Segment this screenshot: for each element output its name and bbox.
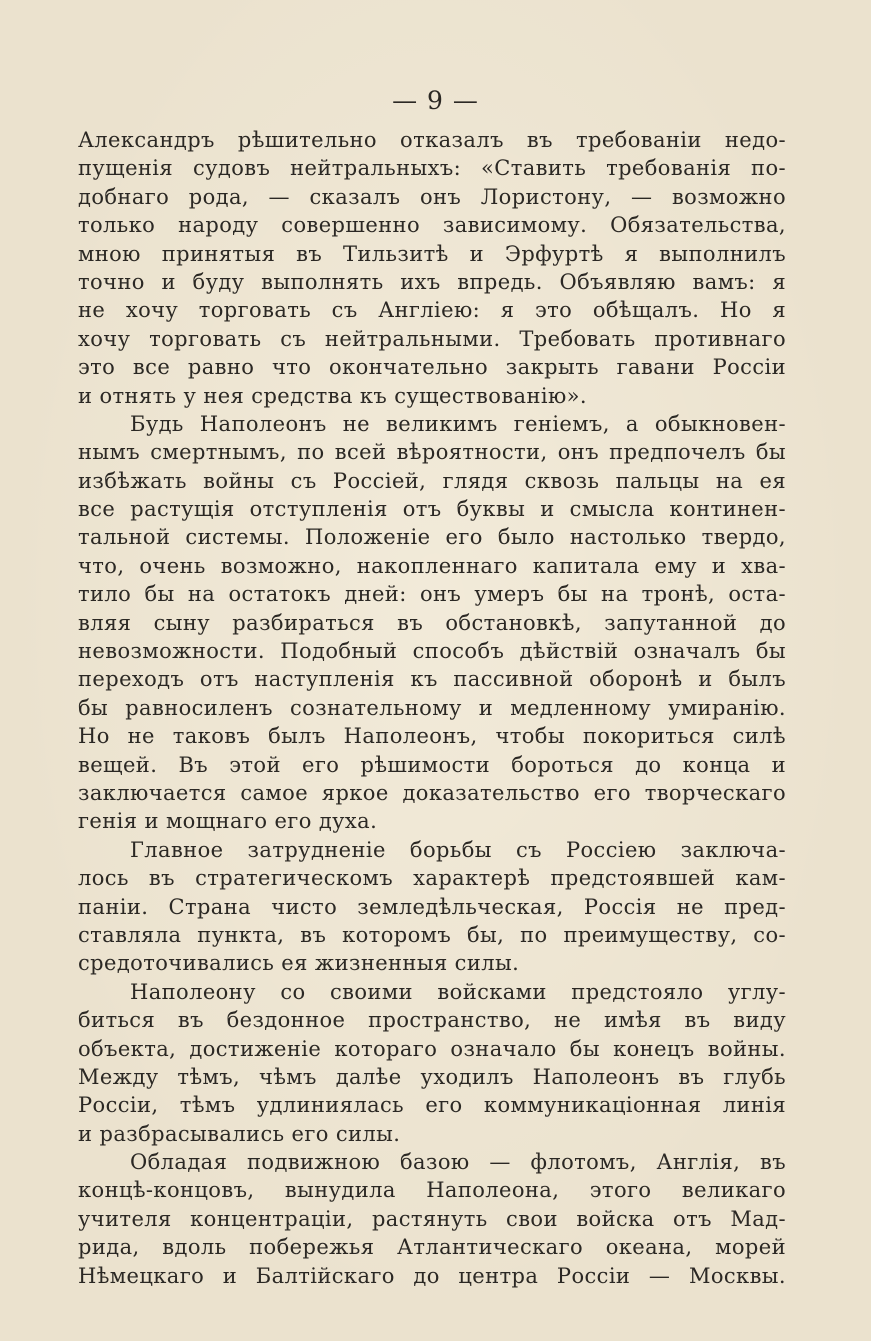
text-line: хочу торговать съ нейтральными. Требовать противнаго <box>78 326 786 351</box>
text-line: биться въ бездонное пространство, не имѣя въ виду <box>78 1008 786 1033</box>
text-line: ставляла пункта, въ которомъ бы, по преимуществу, со- <box>78 922 786 947</box>
text-line: точно и буду выполнять ихъ впредь. Объявляю вамъ: я <box>78 269 786 294</box>
text-line: лось въ стратегическомъ характерѣ предстоявшей кам- <box>78 866 786 891</box>
text-line: что, очень возможно, накопленнаго капитала ему и хва- <box>78 553 786 578</box>
text-line: избѣжать войны съ Россіей, глядя сквозь пальцы на ея <box>78 468 786 493</box>
text-line: Россіи, тѣмъ удлиниялась его коммуникаціонная линія <box>78 1093 786 1118</box>
text-line: Александръ рѣшительно отказалъ въ требованіи недо- <box>78 128 786 152</box>
text-line: Обладая подвижною базою — флотомъ, Англія, въ <box>130 1150 786 1175</box>
text-line: нымъ смертнымъ, по всей вѣроятности, онъ предпочелъ бы <box>78 440 786 465</box>
text-line: вляя сыну разбираться въ обстановкѣ, запутанной до <box>78 610 786 635</box>
text-line: Главное затрудненіе борьбы съ Россіею заключа- <box>130 837 786 862</box>
text-line: невозможности. Подобный способъ дѣйствій означалъ бы <box>78 639 786 664</box>
text-line: и разбрасывались его силы. <box>78 1121 401 1146</box>
text-line: не хочу торговать съ Англіею: я это обѣщалъ. Но я <box>78 298 786 323</box>
text-line: паніи. Страна чисто земледѣльческая, Россія не пред- <box>78 894 786 919</box>
text-line: пущенія судовъ нейтральныхъ: «Ставить требованія по- <box>78 156 786 181</box>
text-line: вещей. Въ этой его рѣшимости бороться до конца и <box>78 752 786 777</box>
text-line: средоточивались ея жизненныя силы. <box>78 951 520 976</box>
text-line: генія и мощнаго его духа. <box>78 809 378 834</box>
text-line: Нѣмецкаго и Балтійскаго до центра Россіи — Москвы. <box>78 1263 786 1288</box>
text-line: тило бы на остатокъ дней: онъ умеръ бы на тронѣ, оста- <box>78 582 786 607</box>
text-line: и отнять у нея средства къ существованію». <box>78 383 587 408</box>
text-line: заключается самое яркое доказательство его творческаго <box>78 780 786 805</box>
text-line: только народу совершенно зависимому. Обязательства, <box>78 213 786 238</box>
text-line: Но не таковъ былъ Наполеонъ, чтобы покориться силѣ <box>78 724 786 749</box>
text-line: мною принятыя въ Тильзитѣ и Эрфуртѣ я выполнилъ <box>78 241 786 266</box>
text-line: Будь Наполеонъ не великимъ геніемъ, а обыкновен- <box>130 411 786 436</box>
text-line: тальной системы. Положеніе его было настолько твердо, <box>78 525 786 550</box>
body-text <box>78 126 786 1290</box>
text-line: это все равно что окончательно закрыть гавани Россіи <box>78 355 786 380</box>
text-line: Наполеону со своими войсками предстояло углу- <box>130 979 786 1004</box>
text-line: рида, вдоль побережья Атлантическаго океана, морей <box>78 1235 786 1260</box>
text-line: бы равносиленъ сознательному и медленному умиранію. <box>78 695 786 720</box>
text-line: переходъ отъ наступленія къ пассивной оборонѣ и былъ <box>78 667 786 692</box>
text-line: все растущія отступленія отъ буквы и смысла континен- <box>78 497 786 522</box>
text-line: добнаго рода, — сказалъ онъ Лористону, — возможно <box>78 184 786 209</box>
text-line: Между тѣмъ, чѣмъ далѣе уходилъ Наполеонъ въ глубь <box>78 1064 786 1089</box>
text-line: концѣ-концовъ, вынудила Наполеона, этого великаго <box>78 1178 786 1203</box>
text-line: объекта, достиженіе котораго означало бы конецъ войны. <box>78 1036 786 1061</box>
page-number: — 9 — <box>392 86 479 115</box>
text-line: учителя концентраціи, растянуть свои войска отъ Мад- <box>78 1206 786 1231</box>
